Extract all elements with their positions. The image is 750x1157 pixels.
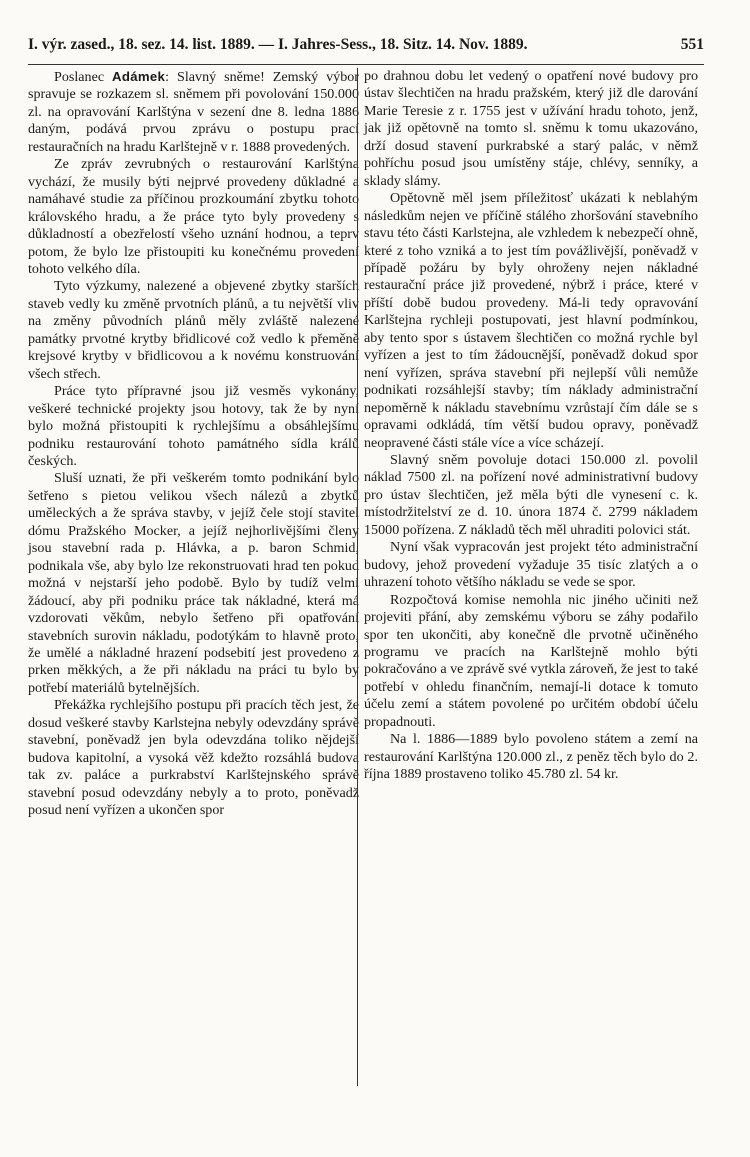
paragraph: Na l. 1886—1889 bylo povoleno státem a zemí na restaurování Karlštýna 120.000 zl., z peněz těch bylo do 2. října 1889 prostaveno toliko 45.780 zl. 54 kr. xyxy=(364,731,698,783)
speaker-name: Adámek xyxy=(112,69,166,84)
paragraph: Opětovně měl jsem příležitosť ukázati k neblahým následkům nejen ve příčině stálého zhoršování stavebního stavu této části Karlstejna, ale vzhledem k nebezpečí ohně, které z toho vzniká a to jest tím povážlivější, poněvadž v případě požáru by byly ohroženy nejen nákladné restaurační práce již provedené, nýbrž i práce, které v příští době budou provedeny. Má-li tedy opravování Karlštejna rychleji postupovati, jest hlavní podmínkou, aby tento spor s ústavem šlechtičen co možná rychle byl vyřízen a jest to tím žádoucnější, poněvadž dokud spor není vyřízen, správa stavební při nejlepší vůli nemůže podnikati rozsáhlejší stavby; tím náklady administrační nepoměrně k nákladu stavebnímu vzrůstají čím dále se s opravami odkládá, tím větší budou opravy, poněvadž neopravené části stále více a více scházejí. xyxy=(364,190,698,451)
header-session-info: I. výr. zased., 18. sez. 14. list. 1889. — I. Jahres-Sess., 18. Sitz. 14. Nov. 1889. xyxy=(28,36,528,53)
running-header xyxy=(28,36,704,58)
paragraph: Překážka rychlejšího postupu při pracích těch jest, že dosud veškeré stavby Karlstejna nebyly odevzdány správě stavební, poněvadž jen byla odevzdána toliko nějdejší budova kapitolní, a vysoká věž kdežto rozsáhlá budova tak zv. paláce a purkrabství Karlštejnského správě stavební posud odevzdány nebyly a to proto, poněvadž posud není vyřízen a ukončen spor xyxy=(28,697,359,819)
paragraph: Sluší uznati, že při veškerém tomto podnikání bylo šetřeno s pietou velikou všech nálezů a zbytků uměleckých a že správa stavby, v jejíž čele stojí stavitel dómu Pražského Mocker, a jejíž nejhorlivějšími členy jsou stavební rada p. Hlávka, a p. baron Schmid, podnikala vše, aby bylo lze rekonstruovati hrad ten pokud možná v nejstarší jeho podobě. Bylo by tudíž velmi žádoucí, aby při podniku práce tak nákladné, která má vzdorovati věkům, nebylo šetřeno při opatřování stavebních surovin nákladu, podotýkám to hlavně proto, že umělé a nákladné hrazení podsebití jest provedeno z prken měkkých, a že při nákladu na práci tu bylo by potřebí materiálů bytelnějších. xyxy=(28,470,359,696)
header-rule xyxy=(28,64,704,65)
right-column xyxy=(364,68,698,784)
paragraph: Práce tyto přípravné jsou již vesměs vykonány, veškeré technické projekty jsou hotovy, tak že by nyní bylo možná přistoupiti k rychlejšímu a obsáhlejšímu podniku restaurování tohoto památného sídla králů českých. xyxy=(28,383,359,469)
left-column xyxy=(28,68,359,819)
column-separator xyxy=(357,68,358,1086)
paragraph: Nyní však vypracován jest projekt této administrační budovy, jehož provedení vyžaduje 35 tisíc zlatých a o uhrazení tohoto většího nákladu se vede se spor. xyxy=(364,539,698,591)
paragraph: Slavný sněm povoluje dotaci 150.000 zl. povolil náklad 7500 zl. na pořízení nové administrativní budovy pro ústav šlechtičen, jež měla býti dle vynesení c. k. místodržitelství ze d. 10. února 1874 č. 2799 nákladem 15000 pořízena. Z nákladů těch měl uhraditi polovici stát. xyxy=(364,451,698,538)
paragraph: Tyto výzkumy, nalezené a objevené zbytky starších staveb vedly ku změně prvotních plánů, a tu největší vliv na změny původních plánů měly zvláště nalezené památky prvotné krytby břidlicové což vedlo k přeměně krejsové krytby v břidlicovou a k novému konstruování všech střech. xyxy=(28,278,359,382)
paragraph: Ze zpráv zevrubných o restaurování Karlštýna vychází, že musily býti nejprvé provedeny důkladné a namáhavé studie za příčinou prozkoumání zbytku tohoto královského hradu, a že práce tyto byly provedeny s důkladností a obezřelostí všeho uznání hodnou, a teprv potom, že bylo lze přistoupiti ku konečnému provedení tohoto velkého díla. xyxy=(28,156,359,277)
paragraph: po drahnou dobu let vedený o opatření nové budovy pro ústav šlechtičen na hradu pražském, který již dle darování Marie Teresie z r. 1755 jest v užívání hradu tohoto, jenž, jak již opětovně na tomto sl. sněmu k tomu ukazováno, drží dosud stavení purkrabské a starý palác, v němž pohříchu posud jsou umístěny stáje, chlévy, senníky, a sklady slámy. xyxy=(364,68,698,189)
page-number: 551 xyxy=(680,36,704,53)
paragraph: Poslanec Adámek: Slavný sněme! Zemský výbor spravuje se rozkazem sl. sněmem při povolování 150.000 zl. na opravování Karlštýna v sezení dne 8. ledna 1886 daným, podává prvou zprávu o postupu prací restauračních na hradu Karlštejně v r. 1888 provedených. xyxy=(28,69,359,155)
paragraph: Rozpočtová komise nemohla nic jiného učiniti než projeviti přání, aby zemskému výboru se záhy podařilo spor ten ukončiti, aby konečně dle prvotně učiněného programu ve pracích na Karlštejně mohlo býti pokračováno a ve zprávě své vytkla zároveň, že jest to také potřebí v ohledu finančním, nemají-li dotace k tomuto účelu zemí a státem povolené po určitém období účelu propadnouti. xyxy=(364,591,698,730)
